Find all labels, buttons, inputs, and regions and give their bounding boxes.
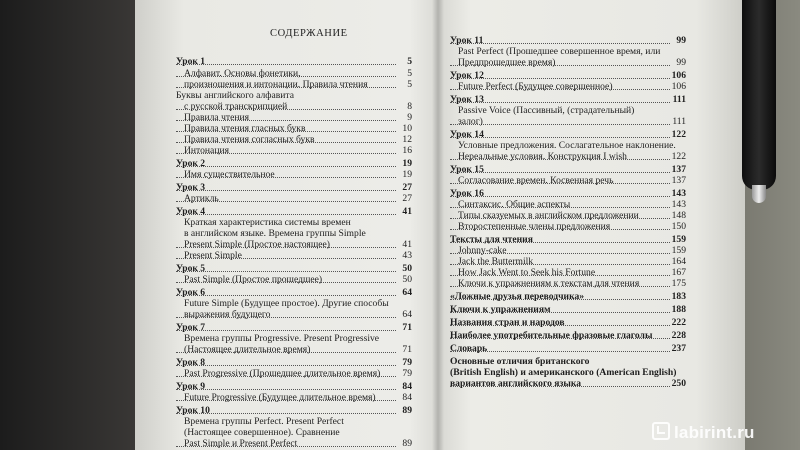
toc-section [450,342,686,355]
toc-entry-title: вариантов английского языка [450,378,582,389]
toc-entry-title: Урок 7 [176,322,206,333]
toc-entry-page: 159 [671,245,686,256]
toc-entry-page: 89 [402,405,412,416]
toc-entry-page: 237 [671,343,686,354]
toc-entry [450,220,686,233]
toc-entry-page: 27 [402,182,412,193]
leader-dots [176,271,396,272]
toc-entry-title: Future Progressive (Будущее длительное время) [184,392,376,403]
toc-entry [176,437,412,450]
toc-entry-page: 122 [671,151,686,162]
toc-entry-title: Passive Voice (Пассивный, (страдательный) [458,105,635,116]
toc-entry-title: Past Perfect (Прошедшее совершенное время, или [458,46,661,57]
toc-entry-title: залог) [458,116,483,127]
toc-entry [176,273,412,286]
toc-entry-title: Имя существительное [184,169,275,180]
toc-entry-title: Условные предложения. Сослагательное наклонение. [458,140,676,151]
toc-entry-title: Ключи к упражнениям к текстам для чтения [458,278,640,289]
toc-entry-title: Урок 12 [450,70,484,81]
toc-entry-page: 8 [407,101,412,112]
watermark [652,422,755,443]
toc-entry-title: Урок 15 [450,164,484,175]
toc-entry-page: 89 [402,438,412,449]
toc-entry-title: Времена группы Perfect. Present Perfect [184,416,344,427]
toc-entry-title: Урок 14 [450,129,484,140]
toc-entry-page: 99 [676,57,686,68]
toc-entry [176,367,412,380]
toc-entry-title: Наиболее употребительные фразовые глаголы [450,330,653,341]
watermark-text: labirint.ru [674,423,755,442]
toc-entry-page: 12 [402,134,412,145]
toc-entry-page: 43 [402,250,412,261]
toc-entry-page: 5 [407,56,412,67]
toc-entry-title: Урок 4 [176,206,206,217]
toc-entry-title: Урок 16 [450,188,484,199]
leader-dots [176,365,396,366]
toc-entry-page: 71 [402,322,412,333]
toc-entry-title: Урок 3 [176,182,206,193]
toc-entry-title: Урок 13 [450,94,484,105]
toc-entry-page: 106 [671,81,686,92]
toc-entry-page: 159 [671,234,686,245]
toc-entry-page: 84 [402,381,412,392]
pen [742,0,776,190]
toc-entry-title: Буквы английского алфавита [176,90,294,101]
toc-entry-title: Названия стран и народов [450,317,565,328]
toc-entry-page: 19 [402,169,412,180]
toc-entry-page: 164 [671,256,686,267]
leader-dots [176,64,396,65]
labirint-logo-icon [652,422,670,440]
toc-entry-page: 64 [402,309,412,320]
toc-entry-title: Урок 9 [176,381,206,392]
toc-entry-title: Правила чтения [184,112,250,123]
toc-entry-page: 27 [402,193,412,204]
toc-entry-title: Present Simple (Простое настоящее) [184,239,330,250]
toc-entry-page: 64 [402,287,412,298]
page-title: СОДЕРЖАНИЕ [270,28,348,39]
toc-section [450,329,686,342]
toc-entry-title: Ключи к упражнениям [450,304,551,315]
toc-entry-title: Правила чтения гласных букв [184,123,306,134]
toc-entry-page: 99 [676,35,686,46]
toc-entry-title: Урок 8 [176,357,206,368]
toc-entry-page: 79 [402,368,412,379]
toc-entry-title: Урок 2 [176,158,206,169]
leader-dots [176,330,396,331]
toc-section [450,303,686,316]
toc-entry-page: 19 [402,158,412,169]
toc-entry-title: Правила чтения согласных букв [184,134,315,145]
toc-entry-title: Краткая характеристика системы времен [184,217,351,228]
leader-dots [176,295,396,296]
toc-entry-page: 111 [672,94,686,105]
toc-entry-page: 5 [407,79,412,90]
toc-entry-title: Согласование времен. Косвенная речь [458,175,614,186]
toc-section [450,290,686,303]
toc-entry-title: Артикль [184,193,219,204]
toc-entry-title: Урок 1 [176,56,206,67]
toc-entry-title: Времена группы Progressive. Present Progressive [184,333,380,344]
toc-entry-title: в английском языке. Времена группы Simple [184,228,366,239]
toc-entry-page: 71 [402,344,412,355]
toc-entry-page: 41 [402,239,412,250]
toc-entry-title: Интонация [184,145,229,156]
toc-entry-title: Урок 10 [176,405,210,416]
toc-entry-title: Предпрошедшее время) [458,57,556,68]
toc-entry-page: 137 [671,164,686,175]
toc-entry-page: 79 [402,357,412,368]
toc-entry-page: 10 [402,123,412,134]
toc-entry-page: 228 [671,330,686,341]
toc-entry-title: (British English) и американского (American English) [450,367,677,378]
toc-entry-title: Past Progressive (Прошедшее длительное время) [184,368,381,379]
toc-entry-title: Нереальные условия. Конструкция I wish [458,151,627,162]
toc-entry-page: 148 [671,210,686,221]
leader-dots [450,124,670,125]
toc-entry-page: 167 [671,267,686,278]
toc-entry-page: 250 [671,378,686,389]
toc-entry-page: 222 [671,317,686,328]
toc-entry-title: выражения будущего [184,309,271,320]
toc-entry-title: Jack the Buttermilk [458,256,534,267]
toc-entry-title: Основные отличия британского [450,356,590,367]
toc-entry-title: Present Simple [184,250,242,261]
toc-entry-title: Урок 6 [176,287,206,298]
toc-entry-title: Past Simple и Present Perfect [184,438,298,449]
toc-entry-title: (Настоящее длительное время) [184,344,311,355]
toc-entry-title: Future Perfect (Будущее совершенное) [458,81,613,92]
toc-entry-page: 143 [671,199,686,210]
toc-entry-page: 188 [671,304,686,315]
toc-entry-title: Future Simple (Будущее простое). Другие способы [184,298,389,309]
toc-entry-title: Урок 11 [450,35,484,46]
toc-entry [176,391,412,404]
toc-entry-page: 50 [402,274,412,285]
toc-entry-page: 106 [671,70,686,81]
toc-entry [176,192,412,205]
toc-entry-page: 16 [402,145,412,156]
toc-entry-title: Тексты для чтения [450,234,533,245]
toc-entry-page: 50 [402,263,412,274]
leader-dots [176,166,396,167]
leader-dots [176,190,396,191]
toc-entry-page: 41 [402,206,412,217]
toc-entry-title: Второстепенные члены предложения [458,221,611,232]
toc-entry-page: 137 [671,175,686,186]
toc-entry-title: (Настоящее совершенное). Сравнение [184,427,340,438]
toc-entry-title: Типы сказуемых в английском предложении [458,210,639,221]
toc-entry-title: How Jack Went to Seek his Fortune [458,267,596,278]
toc-entry-title: Словарь [450,343,488,354]
toc-entry-title: «Ложные друзья переводчика» [450,291,585,302]
leader-dots [176,389,396,390]
toc-entry-title: Урок 5 [176,263,206,274]
toc-entry-title: Johnny-cake [458,245,507,256]
toc-entry [450,80,686,93]
background-left [0,0,140,450]
toc-entry-page: 84 [402,392,412,403]
leader-dots [176,214,396,215]
toc-entry-page: 9 [407,112,412,123]
toc-entry-page: 143 [671,188,686,199]
toc-entry-title: Алфавит. Основы фонетики, [184,68,301,79]
pen-tip [752,185,766,203]
toc-entry [176,168,412,181]
toc-entry [450,174,686,187]
toc-entry-page: 175 [671,278,686,289]
toc-entry-title: с русской транскрипцией [184,101,288,112]
toc-section [450,316,686,329]
toc-entry-page: 111 [672,116,686,127]
toc-entry-title: Past Simple (Простое прошедшее) [184,274,323,285]
toc-entry-title: произношения и интонации. Правила чтения [184,79,368,90]
toc-entry-title: Синтаксис. Общие аспекты [458,199,571,210]
toc-entry-page: 183 [671,291,686,302]
toc-entry-page: 5 [407,68,412,79]
book-gutter [432,0,444,450]
toc-entry-page: 122 [671,129,686,140]
toc-entry-page: 150 [671,221,686,232]
toc-entry [450,277,686,290]
